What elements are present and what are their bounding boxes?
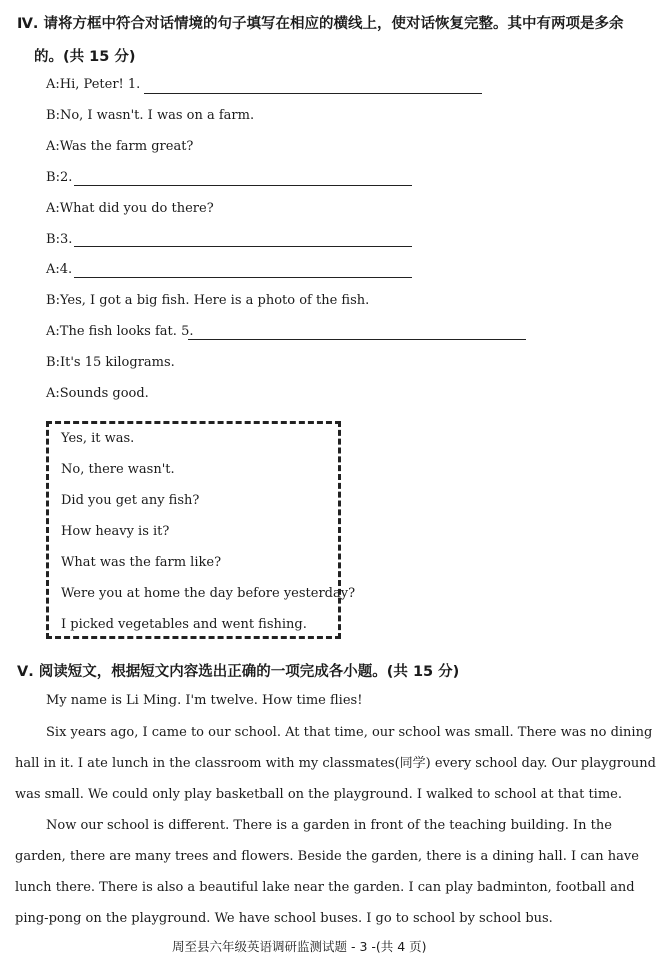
answer-blank-4[interactable] [74,277,412,278]
dialogue-line-5: A:What did you do there? [46,201,214,216]
page-footer: 周至县六年级英语调研监测试题 - 3 -(共 4 页) [172,939,427,954]
line-text: The fish looks fat. [59,324,177,339]
speaker: B [46,170,56,185]
dialogue-line-1: A:Hi, Peter! 1. [46,77,141,92]
option-5: What was the farm like? [61,555,222,570]
dialogue-line-4: B:2. [46,170,73,185]
dialogue-line-9: A:The fish looks fat. 5. [46,324,194,339]
dialogue-line-6: B:3. [46,232,73,247]
section-4-title-line2: 的。(共 15 分) [34,49,136,65]
line-text: Sounds good. [59,386,149,401]
blank-number: 5. [181,324,194,339]
speaker: A [46,262,56,277]
answer-blank-3[interactable] [74,246,412,247]
blank-number: 3. [59,232,73,247]
line-text: No, I wasn't. I was on a farm. [59,108,255,123]
option-1: Yes, it was. [61,431,135,446]
dialogue-line-8: B:Yes, I got a big fish. Here is a photo of the fish. [46,293,370,308]
section-4-title-line1: Ⅳ. 请将方框中符合对话情境的句子填写在相应的横线上，使对话恢复完整。其中有两项是多余 [17,16,624,32]
option-4: How heavy is it? [61,524,170,539]
line-text: Was the farm great? [59,139,194,154]
speaker: B [46,232,56,247]
blank-number: 4. [59,262,73,277]
passage-paragraph-1: My name is Li Ming. I'm twelve. How time flies! [46,693,363,708]
answer-blank-1[interactable] [144,93,482,94]
dialogue-line-2: B:No, I wasn't. I was on a farm. [46,108,255,123]
blank-number: 2. [59,170,73,185]
dialogue-line-7: A:4. [46,262,73,277]
speaker: B [46,108,56,123]
passage-paragraph-3: Now our school is different. There is a garden in front of the teaching building. In the garden, there are many trees and flowers. Beside the garden, there is a dining hall. I can have lunch there. There is also a beautiful lake near the garden. I can play badminton, football and ping-pong on the playground. We have school buses. I go to school by school bus. [15,818,639,926]
speaker: A [46,139,56,154]
speaker: B [46,293,56,308]
speaker: B [46,355,56,370]
line-text: It's 15 kilograms. [59,355,175,370]
line-text: Hi, Peter! [59,77,124,92]
answer-blank-2[interactable] [74,185,412,186]
option-6: Were you at home the day before yesterday? [61,586,356,601]
line-text: What did you do there? [59,201,214,216]
answer-blank-5[interactable] [188,339,526,340]
option-7: I picked vegetables and went fishing. [61,617,307,632]
line-text: Yes, I got a big fish. Here is a photo of the fish. [59,293,370,308]
dialogue-line-3: A:Was the farm great? [46,139,194,154]
speaker: A [46,324,56,339]
speaker: A [46,201,56,216]
section-5-title: Ⅴ. 阅读短文，根据短文内容选出正确的一项完成各小题。(共 15 分) [17,664,460,680]
speaker: A [46,77,56,92]
blank-number: 1. [127,77,141,92]
option-3: Did you get any fish? [61,493,200,508]
passage-paragraph-2: Six years ago, I came to our school. At that time, our school was small. There was no dining hall in it. I ate lunch in the classroom with my classmates(同学) every school day. Our playground was small. We could only play basketball on the playground. I walked to school at that time. [15,725,656,802]
speaker: A [46,386,56,401]
dialogue-line-11: A:Sounds good. [46,386,149,401]
dialogue-line-10: B:It's 15 kilograms. [46,355,175,370]
option-2: No, there wasn't. [61,462,175,477]
